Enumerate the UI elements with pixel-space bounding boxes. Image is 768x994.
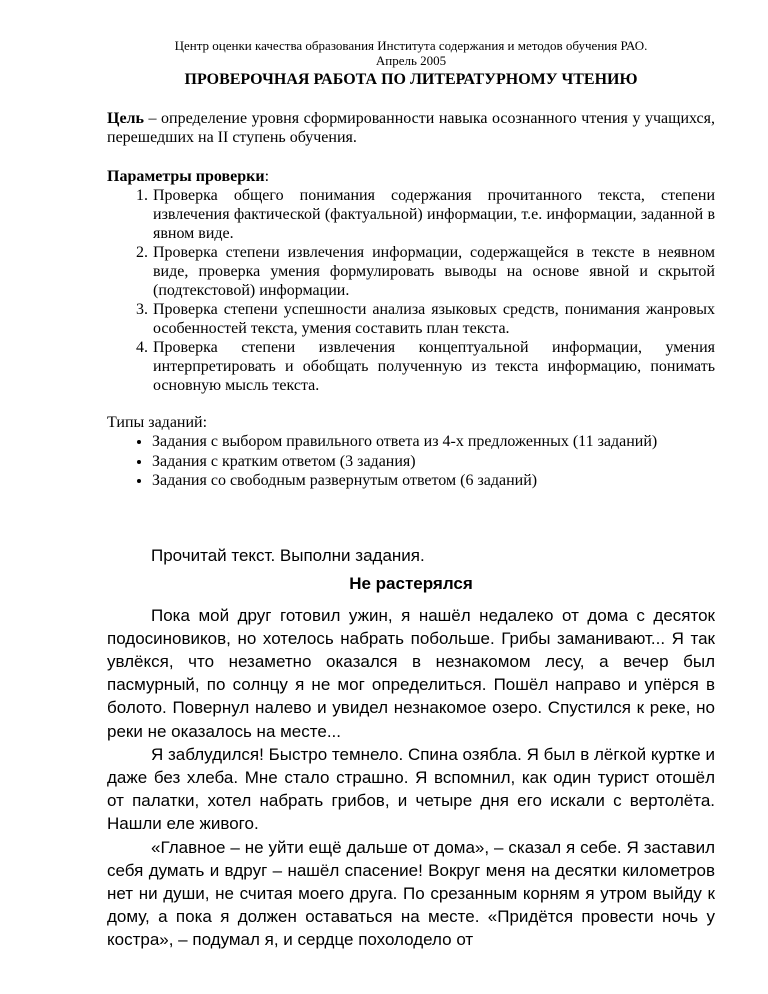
task-type-item: • Задания со свободным развернутым ответом (6 заданий): [152, 471, 715, 491]
story-title: Не растерялся: [349, 573, 473, 593]
story-paragraph: «Главное – не уйти ещё дальше от дома», – сказал я себе. Я заставил себя думать и вдруг – нашёл спасение! Вокруг меня на десятки километров нет ни души, не считая моего друга. По срезанным корням я утром выйду к дому, а пока я должен оставаться на месте. «Придётся провести ночь у костра», – подумал я, и сердце похолодело от: [107, 837, 715, 950]
params-list: [107, 186, 715, 395]
goal-paragraph: [107, 109, 715, 147]
task-types-heading: Типы заданий:: [107, 414, 208, 431]
params-colon: :: [264, 168, 270, 185]
params-item: 4. Проверка степени извлечения концептуальной информации, умения интерпретировать и обобщать полученную из текста информацию, понимать основную мысль текста.: [152, 338, 715, 395]
document-title: ПРОВЕРОЧНАЯ РАБОТА ПО ЛИТЕРАТУРНОМУ ЧТЕНИЮ: [184, 71, 638, 88]
organization-header: Центр оценки качества образования Института содержания и методов обучения РАО.: [174, 38, 648, 53]
reading-instruction: Прочитай текст. Выполни задания.: [151, 545, 425, 565]
task-type-item: • Задания с кратким ответом (3 задания): [152, 452, 715, 472]
params-heading: [107, 167, 715, 186]
params-item: 2. Проверка степени извлечения информации, содержащейся в тексте в неявном виде, проверка умения формулировать выводы на основе явной и скрытой (подтекстовой) информации.: [152, 243, 715, 300]
goal-label: Цель: [107, 110, 144, 127]
goal-text: – определение уровня сформированности навыка осознанного чтения у учащихся, перешедших на II ступень обучения.: [107, 110, 715, 146]
params-label: Параметры проверки: [107, 168, 265, 185]
task-type-item: • Задания с выбором правильного ответа из 4-х предложенных (11 заданий): [152, 432, 715, 452]
params-item: 1. Проверка общего понимания содержания прочитанного текста, степени извлечения фактической (фактуальной) информации, т.е. информации, заданной в явном виде.: [152, 186, 715, 243]
story-paragraph: Я заблудился! Быстро темнело. Спина озябла. Я был в лёгкой куртке и даже без хлеба. Мне стало страшно. Я вспомнил, как один турист отошёл от палатки, хотел набрать грибов, и четыре дня его искали с вертолёта. Нашли еле живого.: [107, 744, 715, 834]
task-types-list: [107, 432, 715, 491]
header-date: Апрель 2005: [375, 53, 447, 68]
params-item: 3. Проверка степени успешности анализа языковых средств, понимания жанровых особенностей текста, умения составить план текста.: [152, 300, 715, 338]
story-paragraph: Пока мой друг готовил ужин, я нашёл недалеко от дома с десяток подосиновиков, но хотелось набрать побольше. Грибы заманивают... Я так увлёкся, что незаметно оказался в незнакомом лесу, а вечер был пасмурный, по солнцу я не мог определиться. Пошёл направо и упёрся в болото. Повернул налево и увидел незнакомое озеро. Спустился к реке, но реки не оказалось на месте...: [107, 605, 715, 741]
